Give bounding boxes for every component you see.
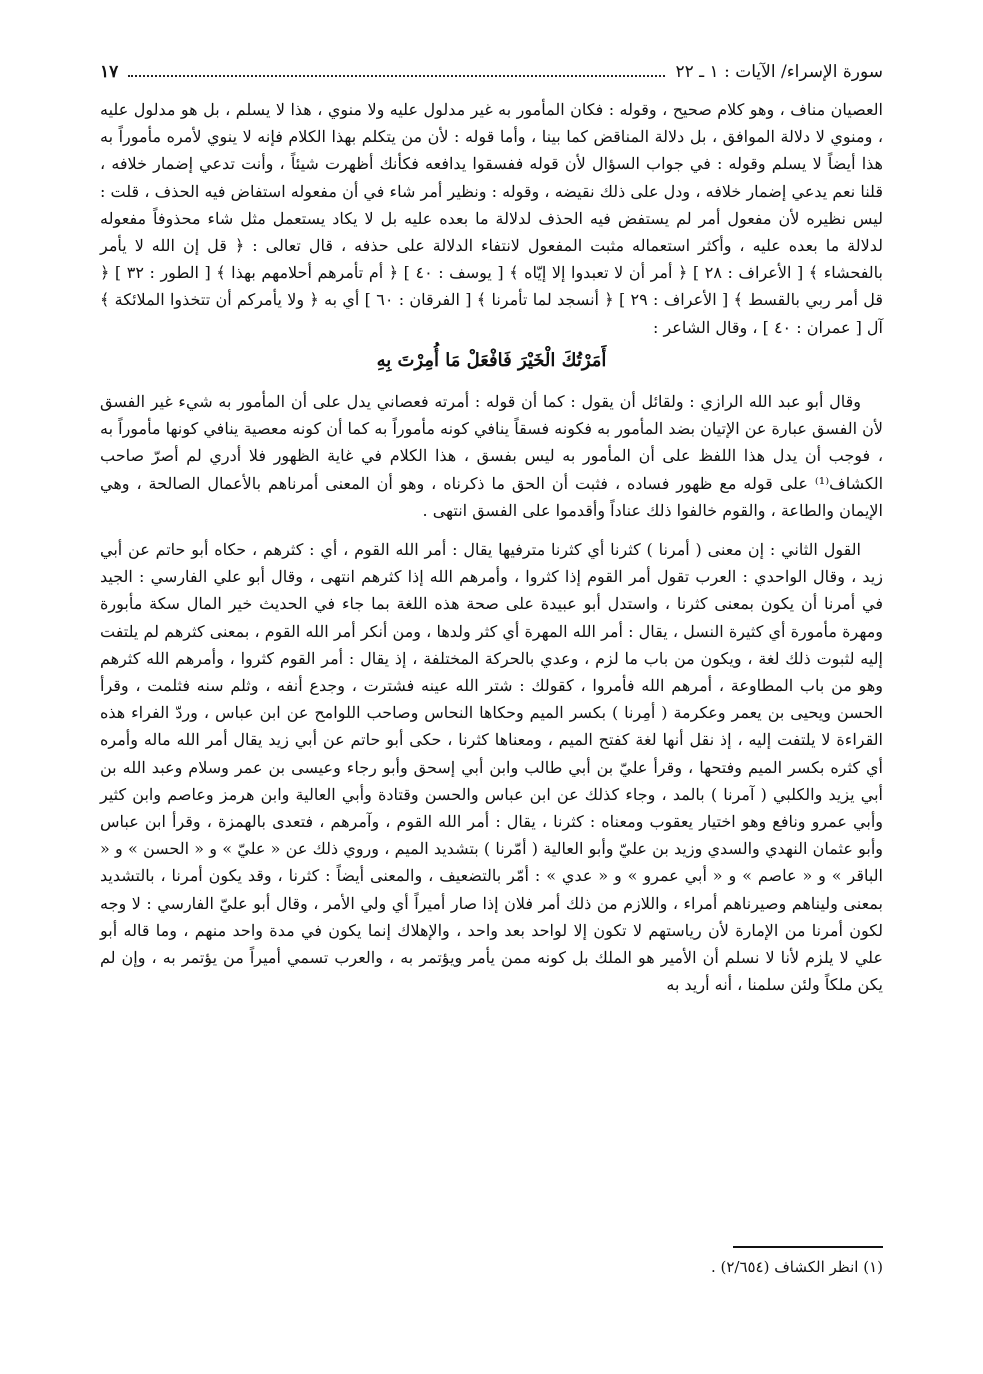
paragraph-1: العصيان مناف ، وهو كلام صحيح ، وقوله : فكان المأمور به غير مدلول عليه ولا منوي ، هذا لا يسلم ، بل هو مدلول عليه ، ومنوي لا دلالة الموافق ، بل دلالة المناقض كما بينا ، وأما قوله : لأن من يتكلم بهذا الكلام فإنه لا ينوي لأمره مأموراً به هذا أيضاً لا يسلم وقوله : في جواب السؤال لأن قوله ففسقوا يدافعه فكأنك أظهرت شيئاً ، وأنت تدعي إضمار خلافه ، قلنا نعم يدعي إضمار خلافه ، ودل على ذلك نقيضه ، وقوله : ونظير أمر شاء في أن مفعوله استفاض فيه الحذف ، قلت : ليس نظيره لأن مفعول أمر لم يستفض فيه الحذف لدلالة ما بعده عليه بل لا يكاد يستعمل مثل شاء محذوفاً مفعوله لدلالة ما بعده عليه ، وأكثر استعماله مثبت المفعول لانتفاء الدلالة على حذفه ، قال تعالى : ﴿ قل إن الله لا يأمر بالفحشاء ﴾ [ الأعراف : ٢٨ ] ﴿ أمر أن لا تعبدوا إلا إيّاه ﴾ [ يوسف : ٤٠ ] ﴿ أم تأمرهم أحلامهم بهذا ﴾ [ الطور : ٣٢ ] ﴿ قل أمر ربي بالقسط ﴾ [ الأعراف : ٢٩ ] ﴿ أنسجد لما تأمرنا ﴾ [ الفرقان : ٦٠ ] أي به ﴿ ولا يأمركم أن تتخذوا الملائكة ﴾ آل [ عمران : ٤٠ ] ، وقال الشاعر : bbox=[100, 100, 884, 337]
page-number: ١٧ bbox=[100, 62, 119, 82]
paragraph-2: وقال أبو عبد الله الرازي : ولقائل أن يقول : كما أن قوله : أمرته فعصاني يدل على أن المأمور به شيء غير الفسق لأن الفسق عبارة عن الإتيان بضد المأمور به فكونه فسقاً ينافي كونه مأموراً به كما أن كونه معصية ينافي كونها مأموراً به ، فوجب أن يدل هذا اللفظ على أن المأمور به ليس بفسق ، هذا الكلام في غاية الظهور فلا أدري لم أصرّ صاحب الكشاف⁽¹⁾ على قوله مع ظهور فساده ، فثبت أن الحق ما ذكرناه ، وهو أن المعنى أمرناهم بالأعمال الصالحة ، وهي الإيمان والطاعة ، والقوم خالفوا ذلك عناداً وأقدموا على الفسق انتهى . bbox=[100, 392, 884, 520]
paragraph-gap bbox=[100, 524, 883, 536]
main-text bbox=[100, 96, 883, 999]
surah-title: سورة الإسراء/ الآيات : ١ ـ ٢٢ bbox=[675, 62, 883, 82]
footnote: (١) انظر الكشاف (٢/٦٥٤) . bbox=[710, 1258, 883, 1276]
running-header bbox=[100, 56, 883, 88]
paragraph-3: القول الثاني : إن معنى ( أمرنا ) كثرنا أي كثرنا مترفيها يقال : أمر الله القوم ، أي : كثرهم ، حكاه أبو حاتم عن أبي زيد ، وقال الواحدي : العرب تقول أمر القوم إذا كثروا ، وأمرهم الله إذا كثرهم انتهى ، وقال أبو علي الفارسي : الجيد في أمرنا أن يكون بمعنى كثرنا ، واستدل أبو عبيدة على صحة هذه اللغة بما جاء في الحديث خير المال سكة مأبورة ومهرة مأمورة أي كثيرة النسل ، يقال : أمر الله المهرة أي كثر ولدها ، ومن أنكر أمر الله القوم ، بمعنى كثرهم لم يلتفت إليه لثبوت ذلك لغة ، ويكون من باب ما لزم ، وعدي بالحركة المختلفة ، إذ يقال : أمر القوم كثروا ، وأمرهم الله كثرهم وهو من باب المطاوعة ، أمرهم الله فأمروا ، كقولك : شتر الله عينه فشترت ، وجدع أنفه ، وثلم سنه فثلمت ، وقرأ الحسن ويحيى بن يعمر وعكرمة ( أمِرنا ) بكسر الميم وحكاها النحاس وصاحب اللوامح عن ابن عباس ، وردّ الفراء هذه القراءة لا يلتفت إليه ، إذ نقل أنها لغة كفتح الميم ، ومعناها كثرنا ، حكى أبو حاتم عن أبي زيد يقال أمر الله ماله وأمره أي كثره بكسر الميم وفتحها ، وقرأ عليّ بن أبي طالب وابن أبي إسحق وأبو رجاء وعيسى بن عمر وسلام وعبد الله بن أبي يزيد والكلبي ( آمرنا ) بالمد ، وجاء كذلك عن ابن عباس والحسن وقتادة وأبي العالية وابن هرمز وعاصم وابن كثير وأبي عمرو ونافع وهو اختيار يعقوب ومعناه : كثرنا ، يقال : أمر الله القوم ، وآمرهم ، فتعدى بالهمزة ، وقرأ ابن عباس وأبو عثمان النهدي والسدي وزيد بن عليّ وأبو العالية ( أمّرنا ) بتشديد الميم ، وروي ذلك عن « عليّ » و « الحسن » و « الباقر » و « عاصم » و « أبي عمرو » و « عدي » : أمّر بالتضعيف ، والمعنى أيضاً : كثرنا ، وقد يكون أمرنا ، بالتشديد بمعنى وليناهم وصيرناهم أمراء ، واللازم من ذلك أمر فلان إذا صار أميراً أي ولي الأمر ، وقال أبو عليّ الفارسي : لا وجه لكون أمرنا من الإمارة لأن رياستهم لا تكون إلا لواحد بعد واحد ، والإهلاك إنما يكون في مدة واحد منهم ، وما قاله أبو علي لا يلزم لأنا لا نسلم أن الأمير هو الملك بل كونه ممن يأمر ويؤتمر به ، والعرب تسمي أميراً من يؤتمر به ، وإن لم يكن ملكاً ولئن سلمنا ، أنه أريد به bbox=[100, 540, 884, 995]
header-dotted-leader bbox=[128, 67, 665, 77]
footnote-separator bbox=[733, 1246, 883, 1248]
poetry-verse: أَمَرْتُكَ الْخَيْرَ فَافْعَلْ مَا أُمِرْتَ بِهِ bbox=[376, 349, 607, 371]
